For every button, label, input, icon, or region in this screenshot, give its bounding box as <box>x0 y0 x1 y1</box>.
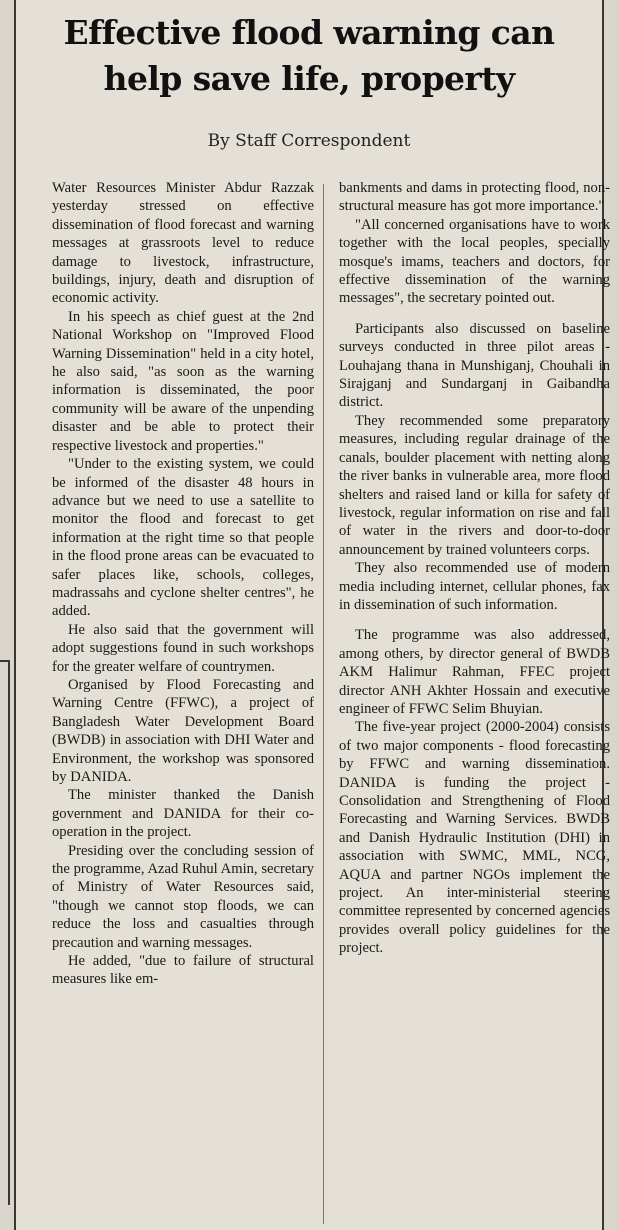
paragraph: He also said that the government will adopt suggestions found in such workshops for the greater welfare of countrymen. <box>52 621 314 675</box>
paragraph: Participants also discussed on baseline surveys conducted in three pilot areas - Louhajang thana in Munshiganj, Chouhali in Sirajganj and Sundarganj in Gaibandha district. <box>339 320 610 411</box>
article-byline: By Staff Correspondent <box>207 131 411 151</box>
article-headline: Effective flood warning can help save life, property <box>63 13 555 98</box>
paragraph: In his speech as chief guest at the 2nd National Workshop on "Improved Flood Warning Dissemination" held in a city hotel, he also said, "as soon as the warning information is disseminated, the poor community will be aware of the unpending disaster and be able to protect their respective livestock and properties." <box>52 308 314 454</box>
article-column-right <box>339 179 610 958</box>
paragraph: The five-year project (2000-2004) consists of two major components - flood forecasting by FFWC and warning dissemination. DANIDA is funding the project - Consolidation and Strengthening of Flood Forecasting and Warning Services. BWDB and Danish Hydraulic Institution (DHI) in association with SWMC, MML, NCG, AQUA and partner NGOs implement the project. An inter-ministerial steering committee represented by concerned agencies provides overall policy guidelines for the project. <box>339 719 610 957</box>
paragraph: Organised by Flood Forecasting and Warning Centre (FFWC), a project of Bangladesh Water Development Board (BWDB) in association with DHI Water and Environment, the workshop was sponsored by DANIDA. <box>52 676 314 785</box>
paragraph: "Under to the existing system, we could be informed of the disaster 48 hours in advance but we need to use a satellite to monitor the flood and forecast to get information at the right time so that people in the flood prone areas can be evacuated to safer places like, schools, colleges, madrassahs and cyclone shelter centres", he added. <box>52 456 314 620</box>
paragraph: Water Resources Minister Abdur Razzak yesterday stressed on effective dissemination of flood forecast and warning messages at grassroots level to reduce damage to livestock, infrastructure, buildings, injury, death and disruption of economic activity. <box>52 180 314 307</box>
paragraph: bankments and dams in protecting flood, non-structural measure has got more importance." <box>339 180 610 215</box>
article-column-left <box>52 179 314 989</box>
paragraph: Presiding over the concluding session of the programme, Azad Ruhul Amin, secretary of Ministry of Water Resources said, "though we cannot stop floods, we can reduce the loss and casualties through precaution and warning messages. <box>52 842 314 951</box>
paragraph: They also recommended use of modern media including internet, cellular phones, fax in dissemination of such information. <box>339 560 610 613</box>
paragraph: The programme was also addressed, among others, by director general of BWDB AKM Halimur Rahman, FFEC project director ANH Akhter Hossain and executive engineer of FFWC Selim Bhuyian. <box>339 627 610 717</box>
paragraph: "All concerned organisations have to work together with the local peoples, specially mosque's imams, teachers and doctors, for effective dissemination of the warning messages", the secretary pointed out. <box>339 216 610 307</box>
paragraph: They recommended some preparatory measures, including regular drainage of the canals, boulder placement with netting along the river banks in vulnerable area, more flood shelters and raised land or killa for safety of livestock, regular information on rise and fall of water in the rivers and door-to-door announcement by trained volunteers corps. <box>339 412 610 558</box>
paragraph: He added, "due to failure of structural measures like em- <box>52 953 314 988</box>
paragraph: The minister thanked the Danish government and DANIDA for their co-operation in the project. <box>52 787 314 841</box>
column-divider <box>323 184 324 1224</box>
adjacent-column-rule <box>0 660 10 1205</box>
newspaper-clipping <box>14 0 610 1230</box>
